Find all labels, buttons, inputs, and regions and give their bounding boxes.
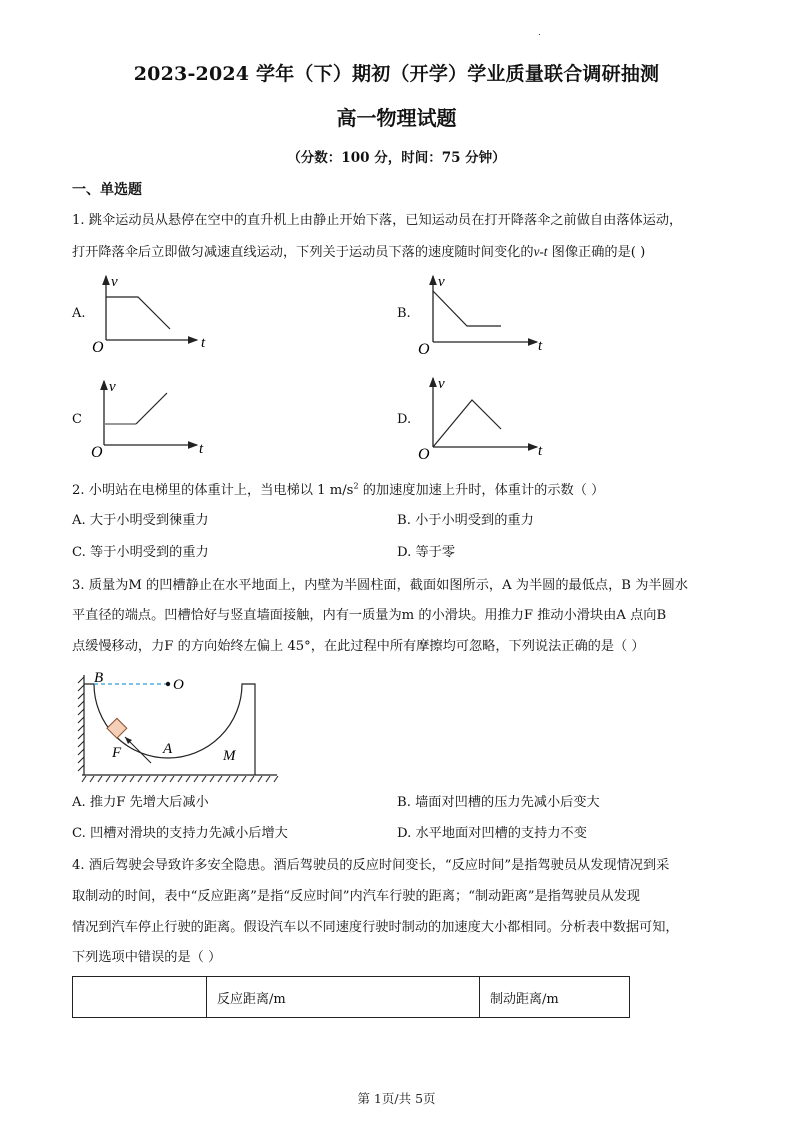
graph-d-v-label: v <box>438 376 445 392</box>
table-header-reaction-distance: 反应距离/m <box>207 977 480 1018</box>
q3-option-c[interactable]: C. 凹槽对滑块的支持力先减小后增大 <box>72 826 288 841</box>
graph-b-curve <box>433 291 501 326</box>
ground-hatch <box>82 776 278 782</box>
center-point-o <box>166 682 170 686</box>
q4-line-1: 4. 酒后驾驶会导致许多安全隐患。酒后驾驶员的反应时间变长，“反应时间”是指驾驶员从发现情况到采 <box>72 858 670 873</box>
wall-hatch <box>78 677 84 771</box>
exam-title: 2023-2024 学年（下）期初（开学）学业质量联合调研抽测 <box>133 63 660 85</box>
graph-c-origin: O <box>91 444 103 461</box>
driving-data-table <box>72 976 630 1018</box>
graph-a-v-label: v <box>111 274 118 290</box>
q3-option-d[interactable]: D. 水平地面对凹槽的支持力不变 <box>397 826 587 841</box>
label-a: A <box>163 741 173 757</box>
table-header-cell-empty <box>73 977 207 1018</box>
page-footer: 第 1页/共 5页 <box>357 1091 436 1106</box>
q1-vt-symbol: v-t <box>533 244 548 259</box>
section-heading: 一、单选题 <box>72 182 142 198</box>
graph-d-option: D. <box>397 412 412 427</box>
table-header-braking-distance: 制动距离/m <box>480 977 630 1018</box>
graph-a-origin: O <box>92 339 104 355</box>
q2-option-b[interactable]: B. 小于小明受到的重力 <box>397 513 534 528</box>
exam-subtitle: 高一物理试题 <box>336 106 457 130</box>
table-header-row <box>73 977 630 1018</box>
q2-option-d[interactable]: D. 等于零 <box>397 545 456 560</box>
stray-dot <box>539 34 540 35</box>
graph-b-v-label: v <box>438 274 445 290</box>
label-o: O <box>173 677 184 693</box>
graph-a <box>85 270 225 355</box>
q4-line-4: 下列选项中错误的是（ ） <box>72 950 222 965</box>
q1-line-2-text: 打开降落伞后立即做匀减速直线运动，下列关于运动员下落的速度随时间变化的 <box>72 245 534 260</box>
graph-c-v-label: v <box>109 379 116 395</box>
graph-c-rising-segment <box>136 393 167 424</box>
graph-d-curve <box>433 400 501 447</box>
q3-option-b[interactable]: B. 墙面对凹槽的压力先减小后变大 <box>397 795 600 810</box>
graph-c-option: C <box>72 412 82 427</box>
q4-line-2: 取制动的时间，表中“反应距离”是指“反应时间”内汽车行驶的距离；“制动距离”是指驾驶员从发现 <box>72 889 640 904</box>
q2-stem <box>72 482 604 500</box>
q1-line-2-end: 图像正确的是( ) <box>547 245 646 260</box>
q4-line-3: 情况到汽车停止行驶的距离。假设汽车以不同速度行驶时制动的加速度大小都相同。分析表中数据可知， <box>72 920 679 935</box>
q2-stem-sup: 2 <box>353 481 359 491</box>
label-f: F <box>112 745 122 761</box>
q3-line-1: 3. 质量为M 的凹槽静止在水平地面上，内壁为半圆柱面，截面如图所示，A 为半圆的最低点，B 为半圆水 <box>72 578 688 593</box>
q2-option-c[interactable]: C. 等于小明受到的重力 <box>72 545 209 560</box>
graph-c <box>85 375 225 465</box>
graph-a-curve <box>106 297 170 329</box>
q1-line-2 <box>72 243 645 262</box>
q2-stem-b: 的加速度加速上升时，体重计的示数（ ） <box>358 483 605 498</box>
q1-line-1: 1. 跳伞运动员从悬停在空中的直升机上由静止开始下落，已知运动员在打开降落伞之前做自由落体运动， <box>72 213 683 228</box>
graph-d <box>415 370 555 465</box>
label-m: M <box>223 748 236 764</box>
graph-b-option: B. <box>397 306 411 321</box>
exam-info: （分数：100 分，时间：75 分钟） <box>287 150 506 166</box>
q2-stem-a: 2. 小明站在电梯里的体重计上，当电梯以 1 m/s <box>72 483 354 498</box>
graph-b-origin: O <box>418 341 430 358</box>
sliding-block <box>107 718 127 738</box>
q3-line-2: 平直径的端点。凹槽恰好与竖直墙面接触，内有一质量为m 的小滑块。用推力F 推动小滑块由A 点向B <box>72 608 667 623</box>
graph-d-origin: O <box>418 446 430 463</box>
label-b: B <box>94 670 104 686</box>
graph-b <box>415 270 555 360</box>
graph-a-option: A. <box>72 306 86 321</box>
q3-figure <box>72 665 287 790</box>
graph-c-t-label: t <box>199 441 204 457</box>
q3-option-a[interactable]: A. 推力F 先增大后减小 <box>72 795 209 810</box>
graph-b-t-label: t <box>538 338 543 354</box>
q2-option-a[interactable]: A. 大于小明受到徚重力 <box>72 513 209 528</box>
graph-d-t-label: t <box>538 443 543 459</box>
q3-line-3: 点缓慢移动，力F 的方向始终左偏上 45°，在此过程中所有摩擦均可忽略，下列说法正确的是（ ） <box>72 639 645 654</box>
graph-a-t-label: t <box>201 335 206 351</box>
